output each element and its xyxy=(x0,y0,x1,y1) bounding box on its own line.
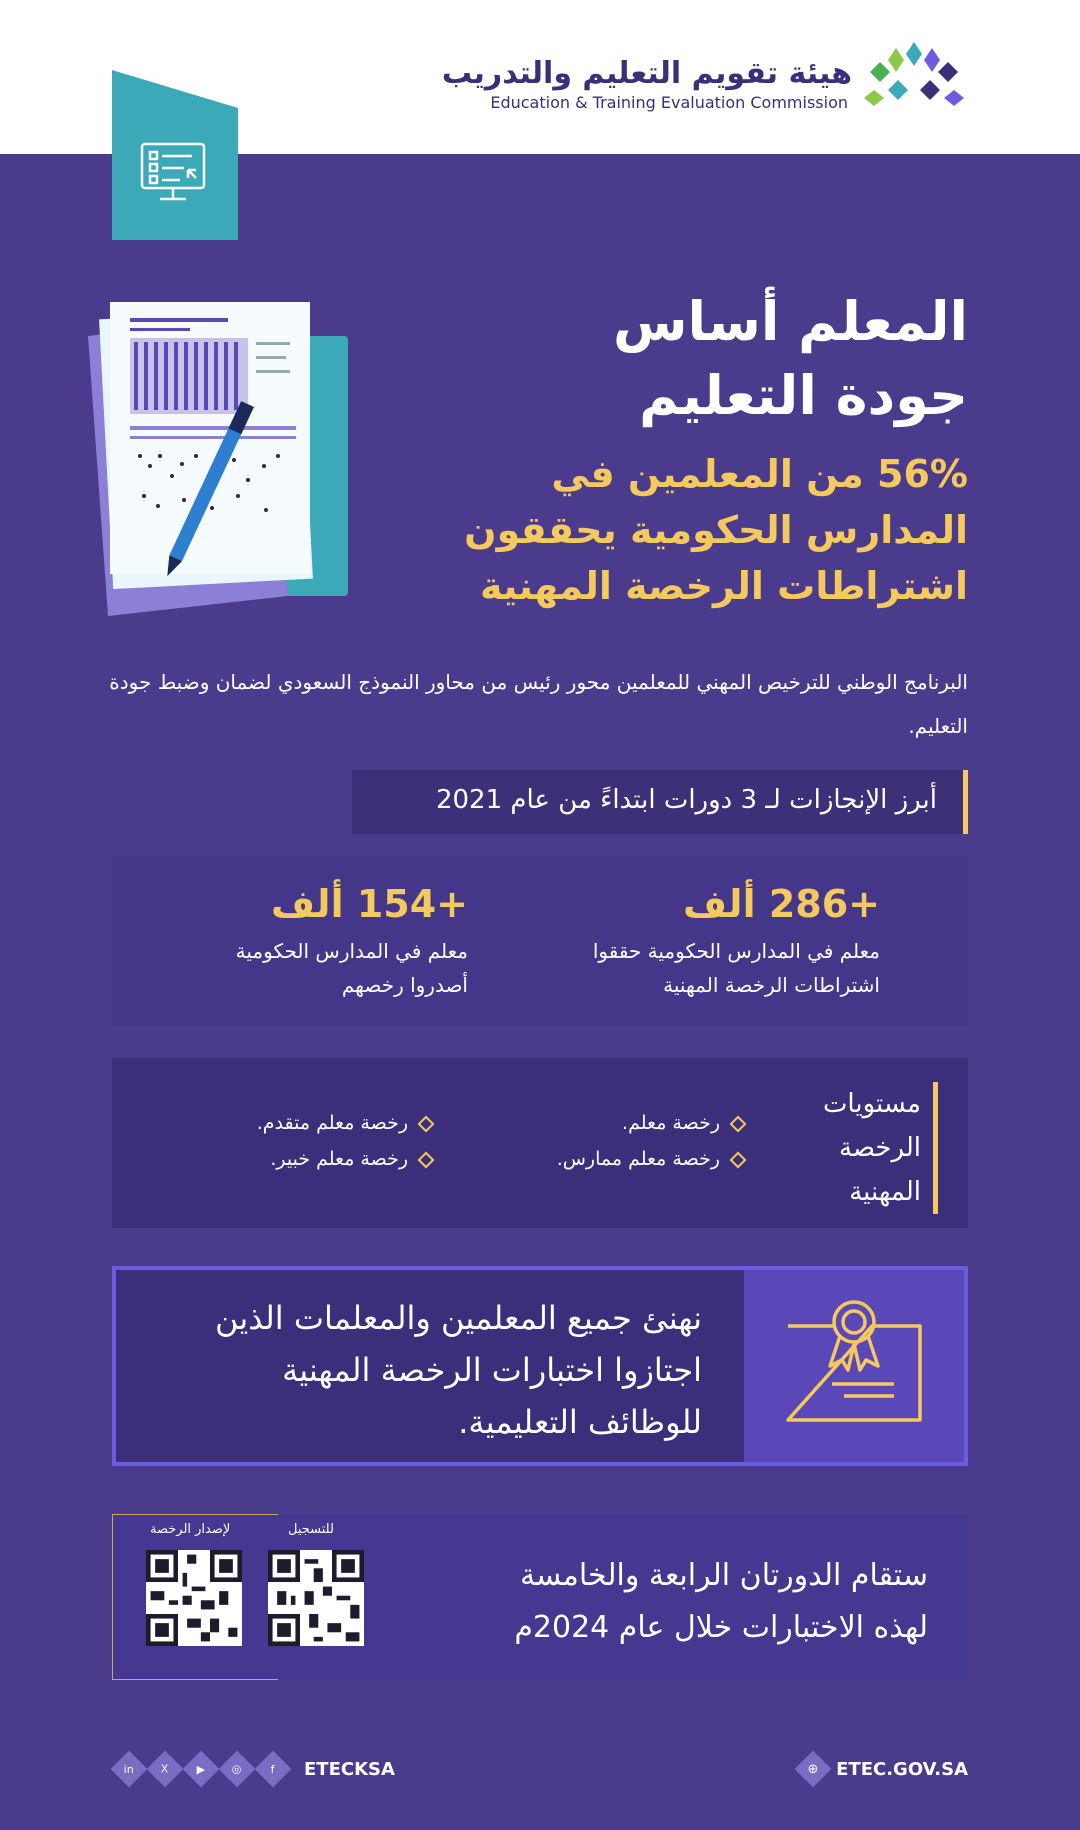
level-item-practitioner: رخصة معلم ممارس. xyxy=(556,1148,720,1170)
levels-title-line2: الرخصة xyxy=(838,1133,921,1163)
hero-title-line1: المعلم أساس xyxy=(612,290,968,353)
achievements-heading: أبرز الإنجازات لـ 3 دورات ابتداءً من عام 2021 xyxy=(435,785,937,815)
upcoming-sessions-text xyxy=(368,1550,928,1654)
diamond-bullet-icon xyxy=(730,1116,747,1133)
youtube-icon[interactable]: ▶ xyxy=(183,1751,220,1788)
level-item-teacher: رخصة معلم. xyxy=(622,1112,720,1134)
diamond-bullet-icon xyxy=(418,1152,435,1169)
qr-issue-label: لإصدار الرخصة xyxy=(150,1522,231,1537)
hero-stat-line1: 56% من المعلمين في xyxy=(551,452,968,496)
linkedin-icon[interactable]: in xyxy=(111,1751,148,1788)
stat-286k-desc xyxy=(520,934,880,1002)
diamond-bullet-icon xyxy=(418,1116,435,1133)
congratulations-panel xyxy=(112,1266,968,1466)
hero-title-line2: جودة التعليم xyxy=(639,364,968,427)
congrats-line3: للوظائف التعليمية. xyxy=(458,1403,702,1441)
hero-stat-line3: اشتراطات الرخصة المهنية xyxy=(479,564,968,608)
upcoming-sessions-panel xyxy=(112,1514,968,1680)
instagram-icon[interactable]: ◎ xyxy=(219,1751,256,1788)
license-levels-title xyxy=(818,1082,938,1214)
intro-paragraph: البرنامج الوطني للترخيص المهني للمعلمين محور رئيس من محاور النموذج السعودي لضمان وضبط جودة التعليم. xyxy=(109,670,968,738)
x-twitter-icon[interactable]: X xyxy=(147,1751,184,1788)
level-item-expert: رخصة معلم خبير. xyxy=(270,1148,408,1170)
congrats-line1: نهنئ جميع المعلمين والمعلمات الذين xyxy=(214,1299,702,1337)
certificate-icon xyxy=(744,1270,964,1462)
website-link-group xyxy=(800,1754,968,1784)
logo-english-text: Education & Training Evaluation Commission xyxy=(490,93,848,112)
congrats-line2: اجتازوا اختبارات الرخصة المهنية xyxy=(282,1351,702,1389)
qr-code-register[interactable] xyxy=(268,1550,364,1646)
stat-154k-desc-line2: أصدروا رخصهم xyxy=(341,973,468,997)
logo-arabic-text: هيئة تقويم التعليم والتدريب xyxy=(441,56,852,91)
teal-banner xyxy=(112,70,238,240)
license-levels-panel xyxy=(112,1058,968,1228)
qr-code-issue-license[interactable] xyxy=(146,1550,242,1646)
congratulations-text xyxy=(142,1292,702,1448)
diamond-bullet-icon xyxy=(730,1152,747,1169)
etec-logo-icon xyxy=(860,40,968,120)
levels-title-line1: مستويات xyxy=(822,1089,921,1119)
stat-286k-desc-line2: اشتراطات الرخصة المهنية xyxy=(663,973,880,997)
stats-panel xyxy=(112,856,968,1026)
hero-stat-line2: المدارس الحكومية يحققون xyxy=(464,508,968,552)
achievements-heading-box xyxy=(352,770,968,834)
qr-register-label: للتسجيل xyxy=(288,1522,334,1537)
answer-sheet-illustration xyxy=(88,296,368,626)
upcoming-line2: لهذه الاختبارات خلال عام 2024م xyxy=(514,1610,928,1645)
levels-title-line3: المهنية xyxy=(849,1177,921,1207)
stat-154k-desc xyxy=(168,934,468,1002)
stat-286k-number: +286 ألف xyxy=(683,882,880,926)
website-link[interactable]: ETEC.GOV.SA xyxy=(836,1758,968,1780)
level-item-advanced: رخصة معلم متقدم. xyxy=(256,1112,408,1134)
globe-icon: ⊕ xyxy=(795,1751,832,1788)
upcoming-line1: ستقام الدورتان الرابعة والخامسة xyxy=(519,1558,928,1593)
certificate-panel xyxy=(744,1270,964,1462)
social-links xyxy=(114,1754,395,1784)
facebook-icon[interactable]: f xyxy=(255,1751,292,1788)
stat-154k-number: +154 ألف xyxy=(271,882,468,926)
stat-286k-desc-line1: معلم في المدارس الحكومية حققوا xyxy=(592,939,880,963)
stat-154k-desc-line1: معلم في المدارس الحكومية xyxy=(235,939,468,963)
social-handle-link[interactable]: ETECKSA xyxy=(304,1758,395,1780)
